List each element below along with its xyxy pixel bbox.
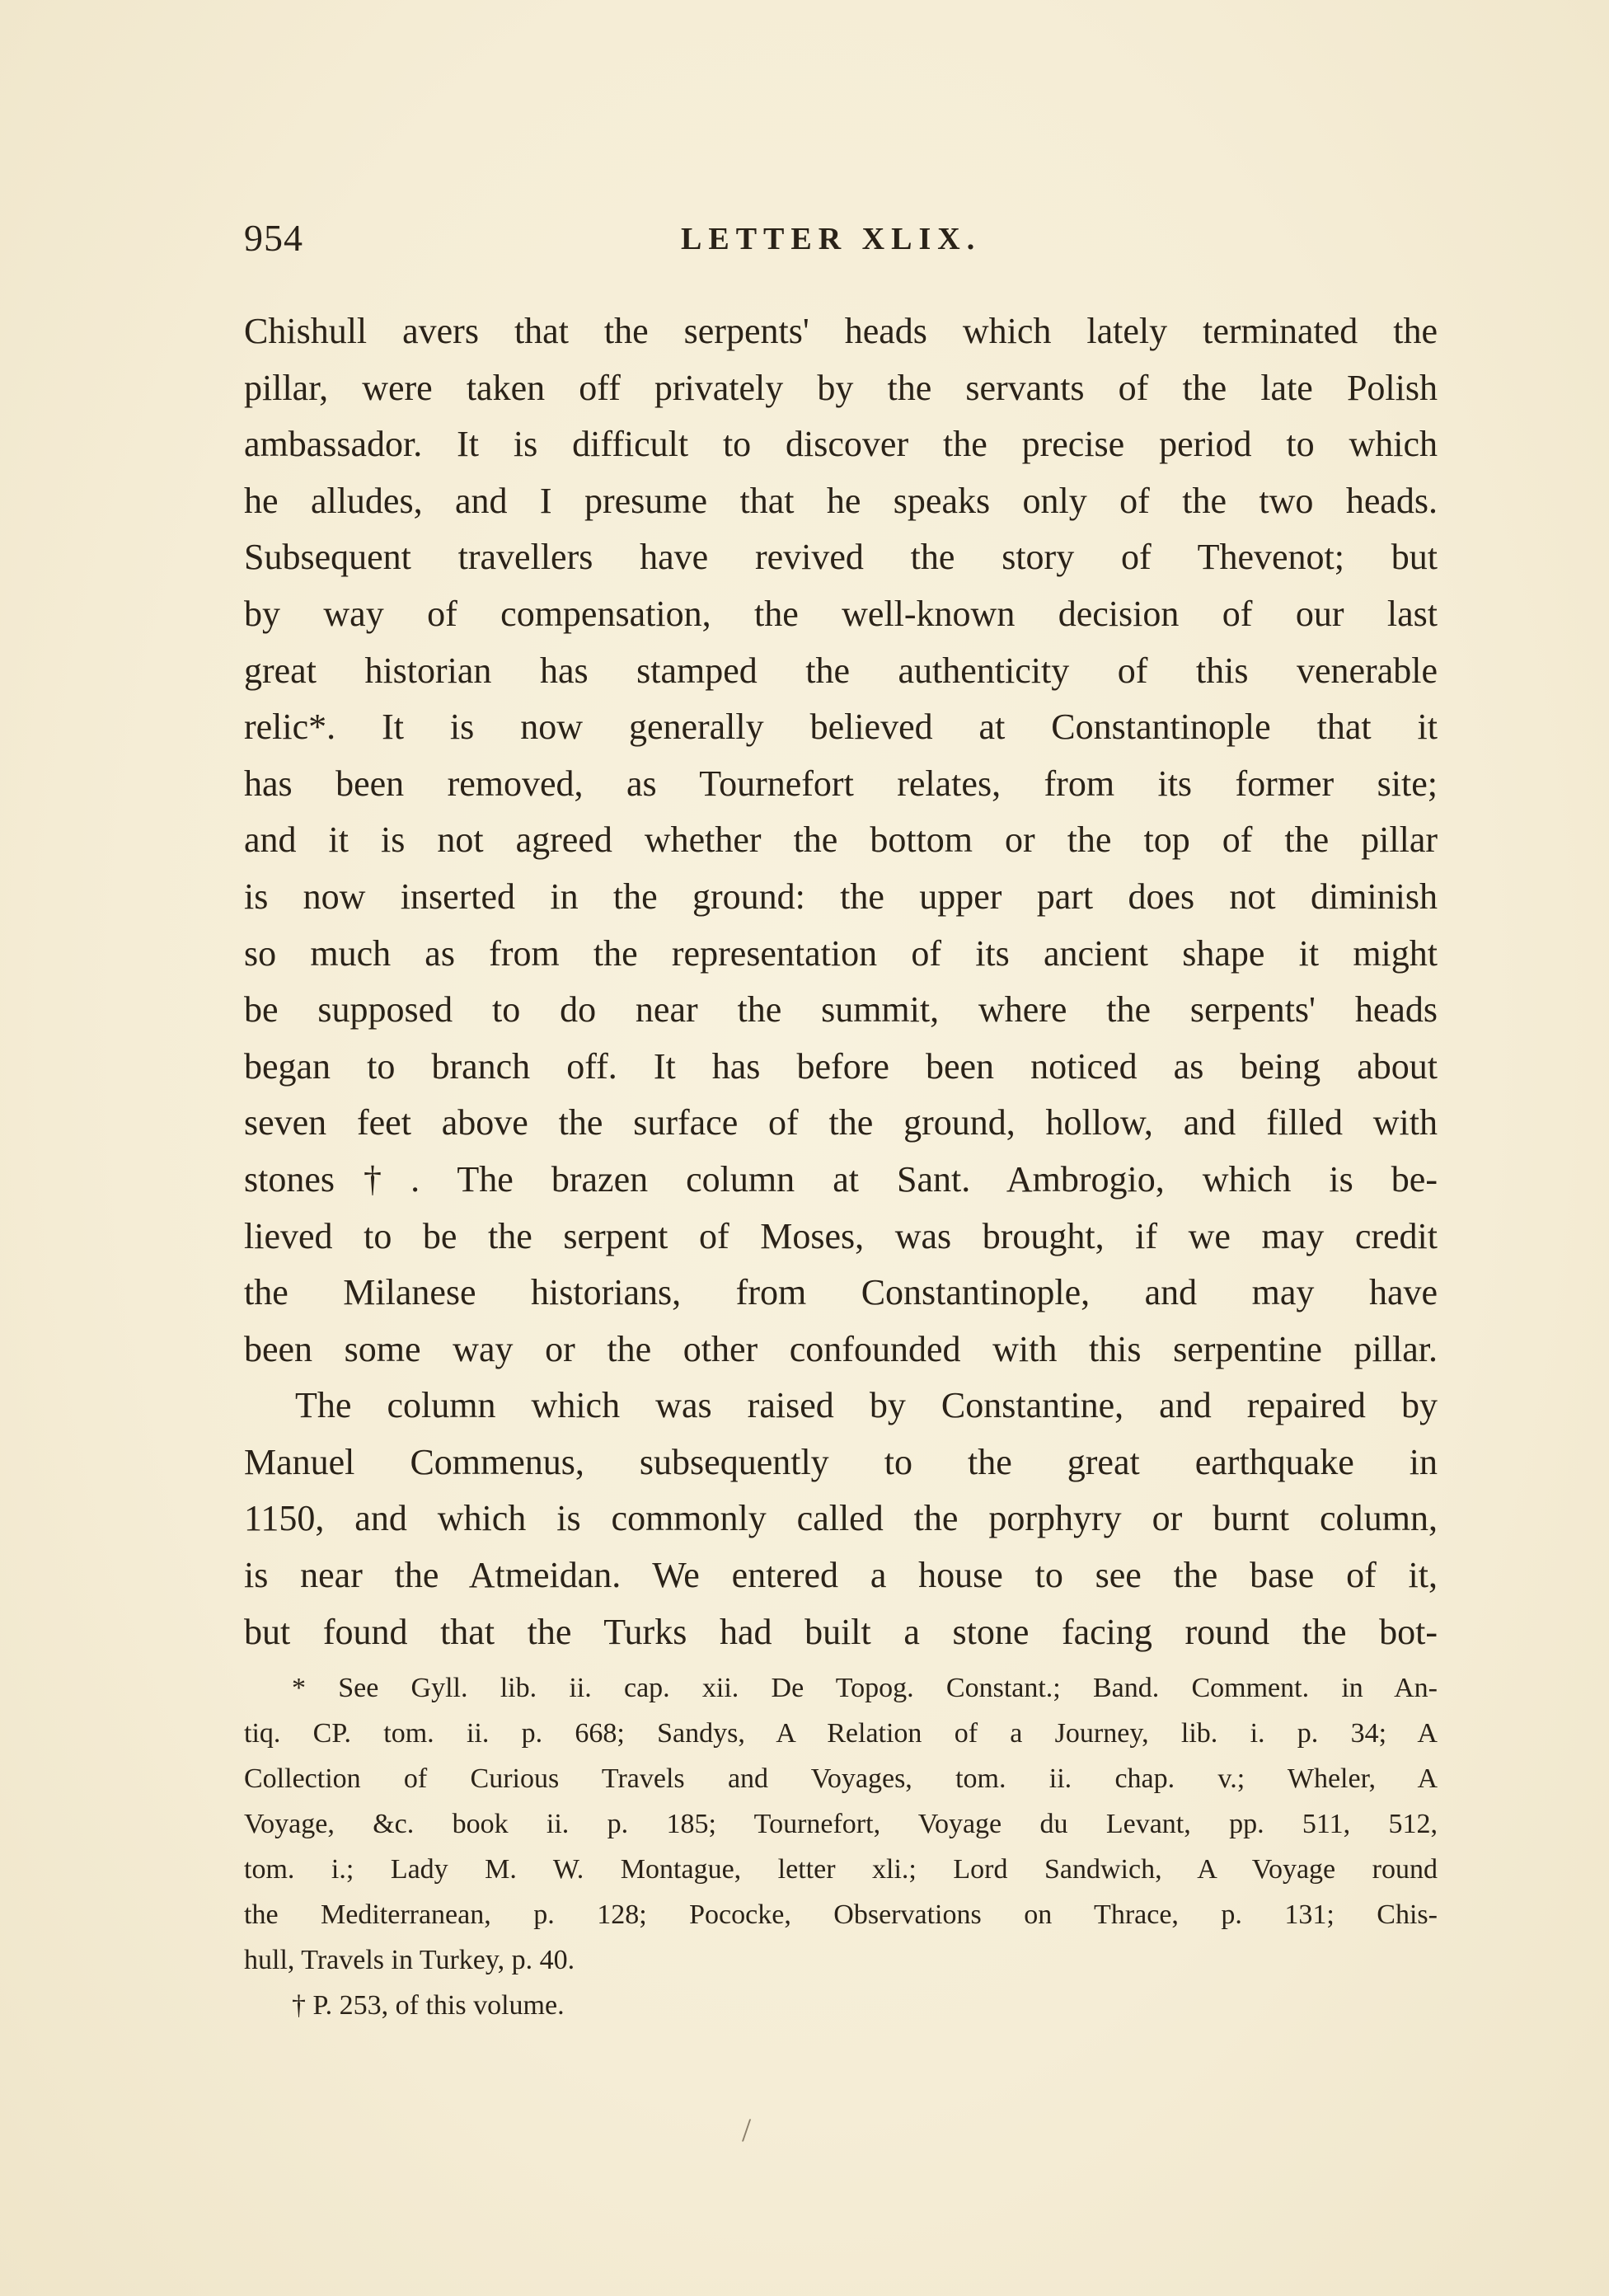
footnote-line: hull, Travels in Turkey, p. 40. <box>244 1945 575 1975</box>
footnotes <box>244 1665 1438 2028</box>
body-line: is now inserted in the ground: the upper part does not diminish <box>244 876 1438 917</box>
body-text <box>244 303 1438 1660</box>
body-line: lieved to be the serpent of Moses, was brought, if we may credit <box>244 1215 1438 1256</box>
body-line: began to branch off. It has before been noticed as being about <box>244 1045 1438 1087</box>
footnote-line: Voyage, &c. book ii. p. 185; Tournefort, Voyage du Levant, pp. 511, 512, <box>244 1809 1438 1839</box>
footnote-line: tiq. CP. tom. ii. p. 668; Sandys, A Relation of a Journey, lib. i. p. 34; A <box>244 1718 1438 1749</box>
page-header <box>244 216 1431 274</box>
footnote-line: † P. 253, of this volume. <box>292 1990 565 2021</box>
body-line: been some way or the other confounded with this serpentine pillar. <box>244 1328 1438 1369</box>
body-line: Manuel Commenus, subsequently to the great earthquake in <box>244 1441 1438 1482</box>
body-line: 1150, and which is commonly called the porphyry or burnt column, <box>244 1498 1438 1539</box>
body-line: so much as from the representation of its ancient shape it might <box>244 932 1438 974</box>
body-line: pillar, were taken off privately by the servants of the late Polish <box>244 367 1438 408</box>
body-line: stones†. The brazen column at Sant. Ambrogio, which is be- <box>244 1158 1438 1200</box>
page-number: 954 <box>244 217 303 259</box>
body-line: be supposed to do near the summit, where the serpents' heads <box>244 989 1438 1031</box>
footnote-line: tom. i.; Lady M. W. Montague, letter xli.; Lord Sandwich, A Voyage round <box>244 1854 1438 1885</box>
body-line: by way of compensation, the well-known decision of our last <box>244 593 1438 634</box>
body-line: he alludes, and I presume that he speaks only of the two heads. <box>244 480 1438 521</box>
body-line: has been removed, as Tournefort relates, from its former site; <box>244 763 1438 804</box>
footnote-line: * See Gyll. lib. ii. cap. xii. De Topog. Constant.; Band. Comment. in An- <box>292 1673 1438 1703</box>
body-line: is near the Atmeidan. We entered a house to see the base of it, <box>244 1555 1438 1596</box>
body-line: but found that the Turks had built a stone facing round the bot- <box>244 1611 1438 1652</box>
body-line: Chishull avers that the serpents' heads which lately terminated the <box>244 311 1438 351</box>
body-line: and it is not agreed whether the bottom or the top of the pillar <box>244 819 1438 861</box>
paper-mark: / <box>742 2111 752 2148</box>
body-line: ambassador. It is difficult to discover the precise period to which <box>244 424 1438 465</box>
body-line: relic*. It is now generally believed at Constantinople that it <box>244 707 1438 748</box>
body-line: great historian has stamped the authenticity of this venerable <box>244 650 1438 691</box>
body-line: seven feet above the surface of the ground, hollow, and filled with <box>244 1102 1438 1143</box>
body-line: the Milanese historians, from Constantinople, and may have <box>244 1272 1438 1313</box>
body-line: Subsequent travellers have revived the story of Thevenot; but <box>244 537 1438 578</box>
body-line: The column which was raised by Constantine, and repaired by <box>295 1385 1438 1426</box>
running-head: LETTER XLIX. <box>681 222 982 256</box>
footnote-line: the Mediterranean, p. 128; Pococke, Observations on Thrace, p. 131; Chis- <box>244 1899 1438 1930</box>
footnote-line: Collection of Curious Travels and Voyages, tom. ii. chap. v.; Wheler, A <box>244 1763 1438 1794</box>
